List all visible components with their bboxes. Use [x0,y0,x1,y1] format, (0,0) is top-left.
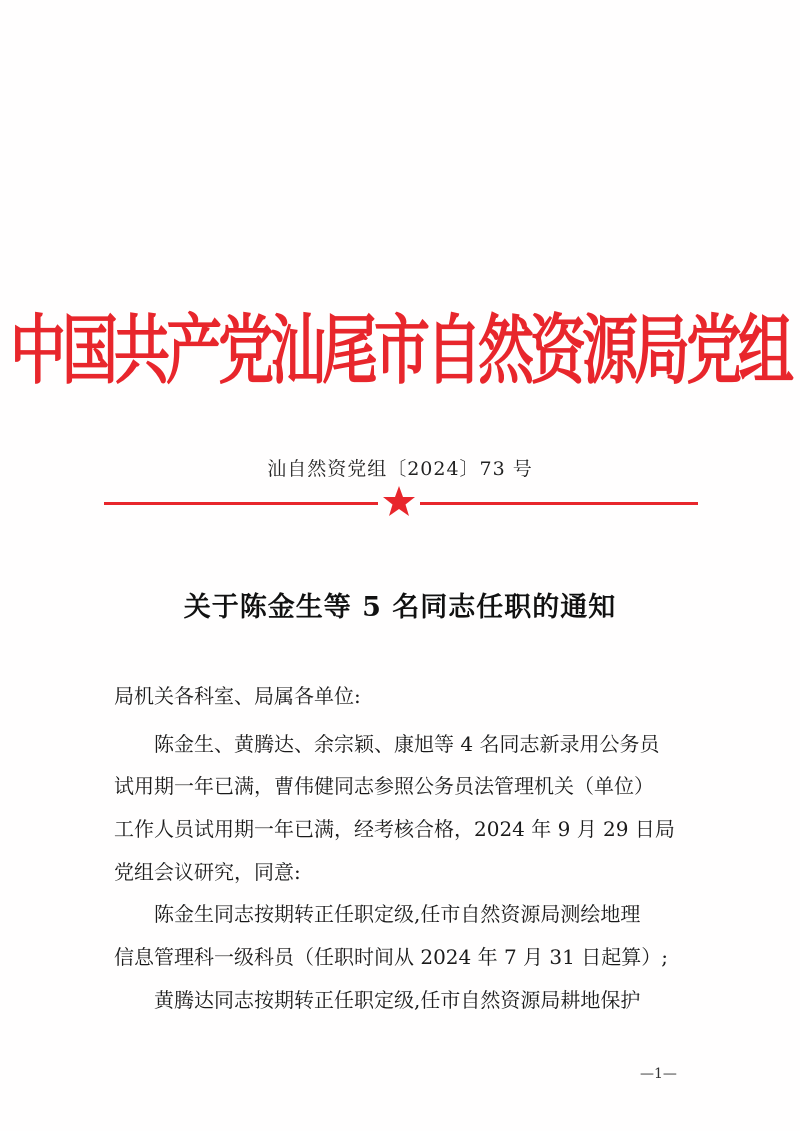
red-star-icon [382,484,416,518]
body-line: 试用期一年已满，曹伟健同志参照公务员法管理机关（单位） [114,774,654,798]
page-number: —1— [640,1066,677,1082]
masthead-title: 中国共产党汕尾市自然资源局党组 [10,307,790,396]
salutation: 局机关各科室、局属各单位: [114,684,361,708]
body-line: 黄腾达同志按期转正任职定级,任市自然资源局耕地保护 [114,988,641,1012]
document-number: 汕自然资党组〔2024〕73 号 [267,458,533,480]
body-line: 信息管理科一级科员（任职时间从 2024 年 7 月 31 日起算）; [114,945,668,969]
red-rule-right [420,502,698,505]
body-line: 工作人员试用期一年已满，经考核合格，2024 年 9 月 29 日局 [114,817,675,841]
notice-title: 关于陈金生等 5 名同志任职的通知 [183,592,617,623]
body-line: 党组会议研究，同意: [114,860,301,884]
body-line: 陈金生同志按期转正任职定级,任市自然资源局测绘地理 [114,902,641,926]
body-line: 陈金生、黄腾达、余宗颖、康旭等 4 名同志新录用公务员 [114,732,660,756]
red-rule-left [104,502,378,505]
